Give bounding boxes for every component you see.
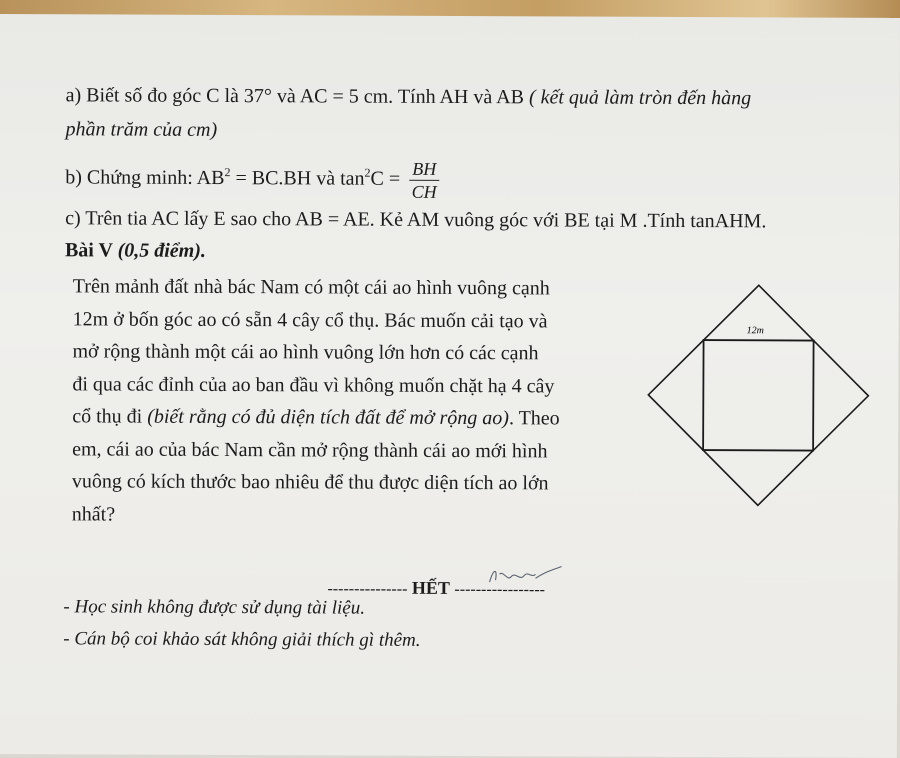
note-2: - Cán bộ coi khảo sát không giải thích gì thêm.	[63, 628, 421, 651]
dashes-left: ---------------	[327, 580, 408, 598]
line-5-end: . Theo	[508, 407, 560, 430]
paragraph-line: 12m ở bốn góc ao có sẵn 4 cây cổ thụ. Bác muốn cải tạo và	[72, 307, 548, 332]
fraction-denominator: CH	[411, 181, 437, 202]
exponent: 2	[364, 165, 371, 180]
part-b-eq: C =	[370, 167, 406, 190]
bai-5-paragraph	[72, 270, 613, 532]
end-label: HẾT	[411, 577, 450, 598]
outer-square	[648, 285, 869, 506]
exam-paper	[0, 14, 900, 758]
side-length-label: 12m	[746, 325, 764, 337]
note-1: - Học sinh không được sử dụng tài liệu.	[63, 596, 366, 619]
signature-scribble	[485, 564, 565, 590]
part-a-line-1	[66, 84, 752, 110]
pond-figure	[646, 283, 877, 514]
paragraph-line: vuông có kích thước bao nhiêu để thu được diện tích ao lớn	[71, 470, 549, 495]
bai-5-title: Bài V	[64, 239, 113, 262]
part-b-middle: = BC.BH và tan	[230, 167, 365, 190]
part-a-text: a) Biết số đo góc C là 37° và AC = 5 cm. Tính AH và AB	[65, 84, 525, 109]
inner-square	[703, 340, 813, 450]
part-b-prefix: b) Chứng minh: AB	[65, 166, 225, 190]
part-a-line-2: phần trăm của cm)	[65, 118, 218, 141]
bai-5-heading	[65, 239, 206, 263]
dashes-right: -----------------	[454, 580, 546, 599]
fraction-bh-ch	[409, 158, 439, 203]
paragraph-line: em, cái ao của bác Nam cần mở rộng thành cái ao mới hình	[72, 437, 548, 462]
fraction-numerator: BH	[409, 158, 439, 181]
part-b-line	[65, 156, 439, 203]
line-5-italic: (biết rằng có đủ diện tích đất để mở rộng ao)	[147, 405, 510, 430]
paragraph-line: đi qua các đỉnh của ao ban đầu vì không muốn chặt hạ 4 cây	[72, 372, 555, 397]
paragraph-line: mở rộng thành một cái ao hình vuông lớn hơn có các cạnh	[72, 340, 539, 365]
paragraph-line	[72, 400, 612, 435]
paragraph-line: nhất?	[71, 502, 116, 526]
paragraph-line: Trên mảnh đất nhà bác Nam có một cái ao hình vuông cạnh	[72, 275, 550, 300]
exponent: 2	[224, 165, 231, 180]
part-a-note: ( kết quả làm tròn đến hàng	[528, 86, 752, 110]
part-c-line: c) Trên tia AC lấy E sao cho AB = AE. Kẻ AM vuông góc với BE tại M .Tính tanAHM.	[65, 207, 767, 233]
bai-5-points: (0,5 điểm).	[117, 239, 206, 262]
line-5-start: cổ thụ đi	[72, 405, 148, 428]
